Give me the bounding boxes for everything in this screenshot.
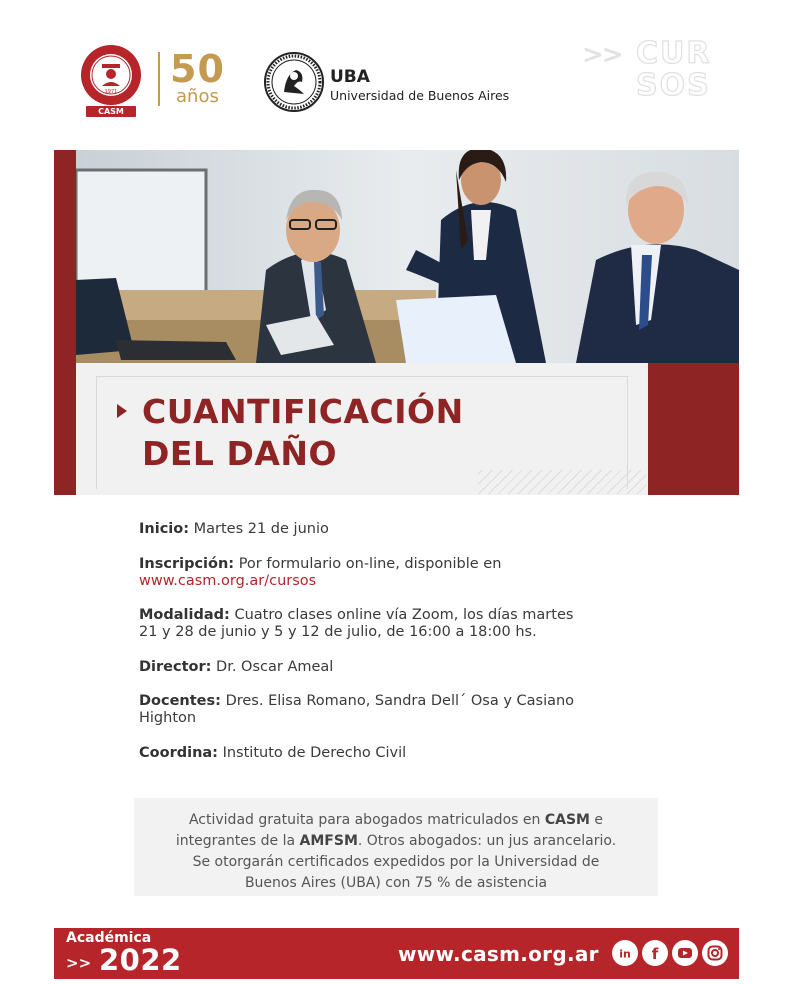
info-label: Inscripción: [139, 556, 235, 572]
info-value: Martes 21 de junio [193, 521, 329, 537]
youtube-icon[interactable] [672, 940, 698, 966]
registration-link[interactable]: www.casm.org.ar/cursos [139, 573, 317, 589]
info-value: Dr. Oscar Ameal [216, 659, 334, 675]
uba-subtitle: Universidad de Buenos Aires [330, 88, 510, 103]
info-inicio [139, 521, 619, 538]
notice-box [134, 798, 658, 896]
header-divider [158, 52, 160, 106]
info-inscripcion [139, 556, 619, 590]
info-value: Cuatro clases online vía Zoom, los días martes [234, 607, 574, 623]
info-label: Modalidad: [139, 607, 230, 623]
linkedin-icon[interactable] [612, 940, 638, 966]
title-arrow-icon [117, 404, 127, 418]
facebook-icon[interactable] [642, 940, 668, 966]
info-label: Docentes: [139, 693, 221, 709]
info-label: Director: [139, 659, 212, 675]
section-label-line1: CUR [636, 36, 712, 71]
svg-text:in: in [619, 947, 631, 961]
info-modalidad [139, 607, 619, 641]
info-value: Highton [139, 710, 197, 726]
business-meeting-photo [76, 150, 739, 363]
notice-text-part: Buenos Aires (UBA) con 75 % de asistencia [244, 875, 548, 891]
uba-title: UBA [330, 67, 370, 87]
footer-year: 2022 [99, 943, 182, 977]
casm-seal-year: 1971 [104, 89, 118, 95]
info-value: Por formulario on-line, disponible en [238, 556, 502, 572]
notice-text-part: integrantes de la [175, 833, 300, 849]
notice-text [134, 810, 658, 894]
anniversary-number: 50 [170, 47, 225, 91]
footer-website-link[interactable]: www.casm.org.ar [398, 942, 599, 966]
info-director [139, 659, 619, 676]
course-title-line1: CUANTIFICACIÓN [142, 392, 464, 431]
info-coordina [139, 745, 619, 762]
section-arrows: >> [582, 40, 622, 70]
notice-text-part: . Otros abogados: un jus arancelario. [357, 833, 617, 849]
hero-red-band-left [54, 150, 76, 495]
notice-text-bold: AMFSM [299, 833, 358, 849]
anniversary-word: años [176, 86, 219, 107]
instagram-icon[interactable] [702, 940, 728, 966]
notice-text-part: e [589, 812, 604, 828]
uba-seal-logo [264, 52, 324, 112]
casm-seal-logo [80, 44, 142, 106]
info-label: Inicio: [139, 521, 190, 537]
course-title-line2: DEL DAÑO [142, 434, 338, 473]
footer-arrows: >> [66, 954, 92, 972]
footer-bar [54, 928, 739, 979]
footer-academica-label: Académica [66, 930, 152, 946]
info-value: Instituto de Derecho Civil [222, 745, 407, 761]
section-label-line2: SOS [636, 68, 711, 103]
notice-text-part: Actividad gratuita para abogados matriculados en [188, 812, 545, 828]
info-value: 21 y 28 de junio y 5 y 12 de julio, de 16:00 a 18:00 hs. [139, 624, 537, 640]
info-label: Coordina: [139, 745, 218, 761]
title-hatch-decoration [478, 470, 646, 494]
notice-text-bold: CASM [544, 812, 590, 828]
svg-text:f: f [651, 945, 659, 963]
notice-text-part: Se otorgarán certificados expedidos por la Universidad de [192, 854, 600, 870]
info-value: Dres. Elisa Romano, Sandra Dell´ Osa y Casiano [225, 693, 575, 709]
casm-seal-tag: CASM [86, 106, 136, 117]
hero-red-band-right [648, 360, 739, 495]
info-docentes [139, 693, 619, 727]
